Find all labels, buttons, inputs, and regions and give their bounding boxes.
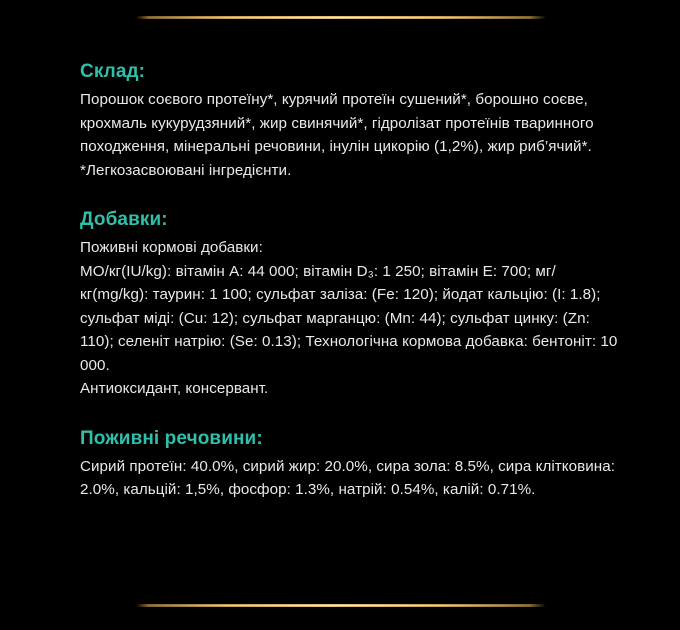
analytical-constituents-values: Сирий протеїн: 40.0%, сирий жир: 20.0%, сира зола: 8.5%, сира клітковина: 2.0%, кальцій: 1,5%, фосфор: 1.3%, натрій: 0.54%, калій: 0.71%. bbox=[80, 457, 616, 498]
heading-analytical-constituents: Поживні речовини: bbox=[80, 427, 263, 449]
additives-subheading: Поживні кормові добавки: bbox=[80, 239, 263, 256]
heading-additives: Добавки: bbox=[80, 209, 168, 230]
label-content bbox=[80, 60, 620, 502]
additives-detail: МО/кг(IU/kg): вітамін A: 44 000; вітамін D₃: 1 250; вітамін E: 700; мг/кг(mg/kg): таурин: 1 100; сульфат заліза: (Fe: 120); йодат кальцію: (I: 1.8); сульфат міді: (Cu: 12); сульфат марганцю: (Mn: 44); сульфат цинку: (Zn: 110); селеніт натрію: (Se: 0.13); Технологічна кормова добавка: бентоніт: 10 000. bbox=[80, 262, 618, 374]
gold-divider-bottom bbox=[136, 604, 546, 607]
composition-paragraph: Порошок соєвого протеїну*, курячий протеїн сушений*, борошно соєве, крохмаль кукурудзяний*, жир свинячий*, гідролізат протеїнів тваринного походження, мінеральні речовини, інулін цикорію (1,2%), жир риб’ячий*. bbox=[80, 91, 594, 155]
gold-divider-top bbox=[136, 16, 546, 19]
additives-preservatives: Антиоксидант, консервант. bbox=[80, 380, 269, 397]
heading-composition: Склад: bbox=[80, 61, 146, 82]
section-analytical-constituents bbox=[80, 427, 620, 502]
section-composition bbox=[80, 60, 620, 182]
section-additives bbox=[80, 208, 620, 401]
composition-footnote: *Легкозасвоювані інгредієнти. bbox=[80, 161, 292, 179]
